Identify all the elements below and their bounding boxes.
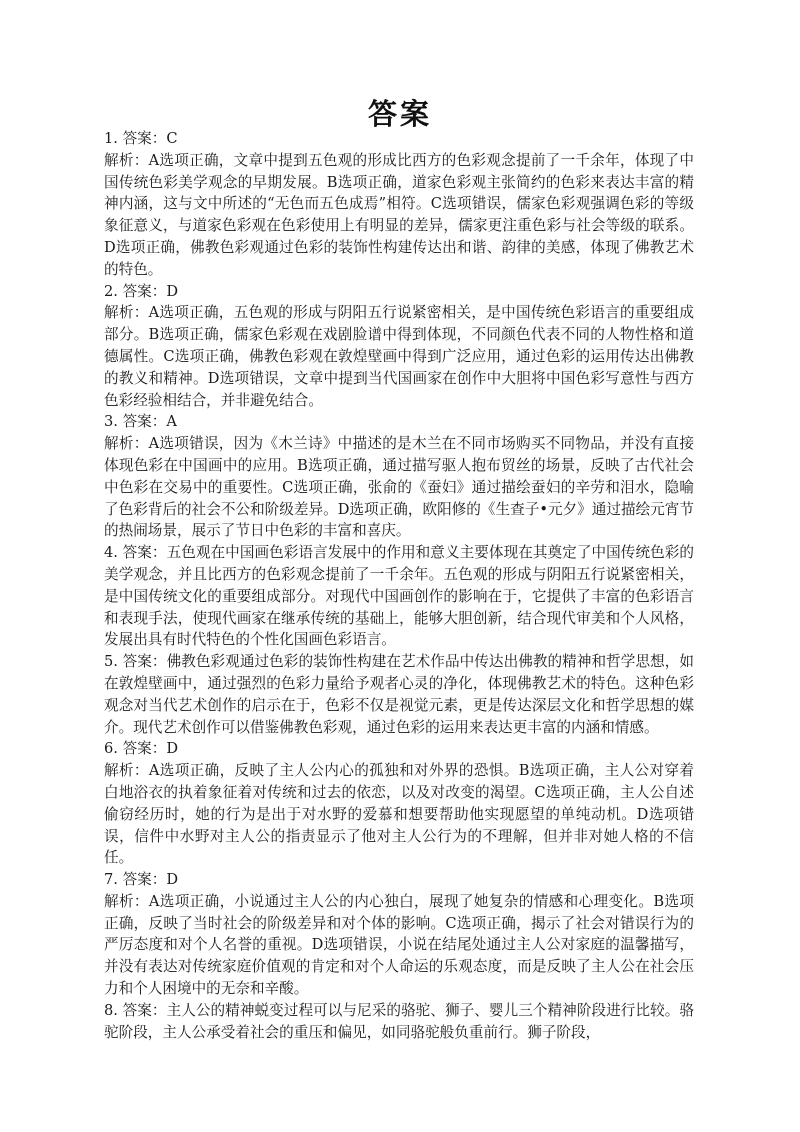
page-title: 答案 <box>367 97 432 131</box>
answer-line-2: 2. 答案：D <box>104 282 179 300</box>
analysis-2: 解析：A选项正确，五色观的形成与阴阳五行说紧密相关，是中国传统色彩语言的重要组成部分。B选项正确，儒家色彩观在戏剧脸谱中得到体现，不同颜色代表不同的人物性格和道德属性。C选项正确，佛教色彩观在敦煌壁画中得到广泛应用，通过色彩的运用传达出佛教的教义和精神。D选项错误，文章中提到当代国画家在创作中大胆将中国色彩写意性与西方色彩经验相结合，并非避免结合。 <box>104 304 694 409</box>
answer-line-6: 6. 答案：D <box>104 740 179 758</box>
analysis-1: 解析：A选项正确，文章中提到五色观的形成比西方的色彩观念提前了一千余年，体现了中国传统色彩美学观念的早期发展。B选项正确，道家色彩观主张简约的色彩来表达丰富的精神内涵，这与文中所述的“无色而五色成焉”相符。C选项错误，儒家色彩观强调色彩的等级象征意义，与道家色彩观在色彩使用上有明显的差异，儒家更注重色彩与社会等级的联系。D选项正确，佛教色彩观通过色彩的装饰性构建传达出和谐、韵律的美感，体现了佛教艺术的特色。 <box>104 151 694 278</box>
analysis-3: 解析：A选项错误，因为《木兰诗》中描述的是木兰在不同市场购买不同物品，并没有直接体现色彩在中国画中的应用。B选项正确，通过描写驱人抱布贸丝的场景，反映了古代社会中色彩在交易中的重要性。C选项正确，张俞的《蚕妇》通过描绘蚕妇的辛劳和泪水，隐喻了色彩背后的社会不公和阶级差异。D选项正确，欧阳修的《生查子•元夕》通过描绘元宵节的热闹场景，展示了节日中色彩的丰富和喜庆。 <box>104 435 694 540</box>
answer-5: 5. 答案：佛教色彩观通过色彩的装饰性构建在艺术作品中传达出佛教的精神和哲学思想，如在敦煌壁画中，通过强烈的色彩力量给予观者心灵的净化，体现佛教艺术的特色。这种色彩观念对当代艺术创作的启示在于，色彩不仅是视觉元素，更是传达深层文化和哲学思想的媒介。现代艺术创作可以借鉴佛教色彩观，通过色彩的运用来表达更丰富的内涵和情感。 <box>104 653 694 736</box>
answer-line-1: 1. 答案：C <box>104 130 178 147</box>
answer-list <box>104 128 694 1043</box>
answer-line-7: 7. 答案：D <box>104 871 179 889</box>
answer-4: 4. 答案：五色观在中国画色彩语言发展中的作用和意义主要体现在其奠定了中国传统色彩的美学观念，并且比西方的色彩观念提前了一千余年。五色观的形成与阴阳五行说紧密相关，是中国传统文化的重要组成部分。对现代中国画创作的影响在于，它提供了丰富的色彩语言和表现手法，使现代画家在继承传统的基础上，能够大胆创新，结合现代审美和个人风格，发展出具有时代特色的个性化国画色彩语言。 <box>104 544 694 649</box>
answer-8: 8. 答案：主人公的精神蜕变过程可以与尼采的骆驼、狮子、婴儿三个精神阶段进行比较。骆驼阶段，主人公承受着社会的重压和偏见，如同骆驼般负重前行。狮子阶段， <box>104 1001 694 1041</box>
analysis-6: 解析：A选项正确，反映了主人公内心的孤独和对外界的恐惧。B选项正确，主人公对穿着白地浴衣的执着象征着对传统和过去的依恋，以及对改变的渴望。C选项正确，主人公自述偷窃经历时，她的行为是出于对水野的爱慕和想要帮助他实现愿望的单纯动机。D选项错误，信件中水野对主人公的指责显示了他对主人公行为的不理解，但并非对她人格的不信任。 <box>104 762 694 867</box>
answer-line-3: 3. 答案：A <box>104 413 177 431</box>
analysis-7: 解析：A选项正确，小说通过主人公的内心独白，展现了她复杂的情感和心理变化。B选项正确，反映了当时社会的阶级差异和对个体的影响。C选项正确，揭示了社会对错误行为的严厉态度和对个人名誉的重视。D选项错误，小说在结尾处通过主人公对家庭的温馨描写，并没有表达对传统家庭价值观的肯定和对个人命运的乐观态度，而是反映了主人公在社会压力和个人困境中的无奈和辛酸。 <box>104 892 694 998</box>
